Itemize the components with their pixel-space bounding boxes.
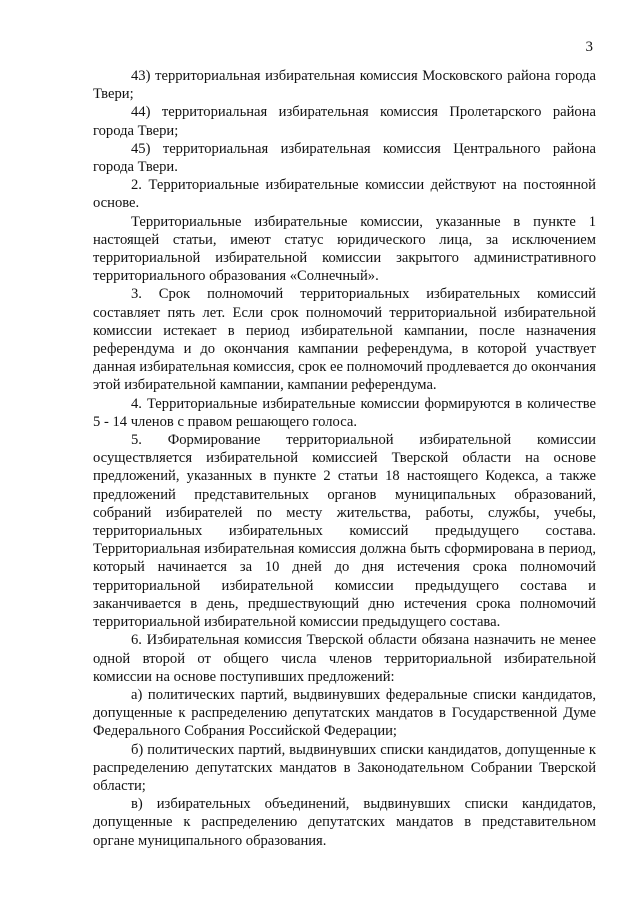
paragraph-item-44: 44) территориальная избирательная комиссия Пролетарского района города Твери; (93, 104, 596, 139)
paragraph-clause-3: 3. Срок полномочий территориальных избирательных комиссий составляет пять лет. Если срок полномочий территориальной избирательной комиссии истекает в период избирательной кампании, после назначения референдума и до окончания кампании референдума, в которой участвует данная избирательная комиссия, срок ее полномочий продлевается до окончания этой избирательной кампании, кампании референдума. (93, 286, 596, 394)
paragraph-item-43: 43) территориальная избирательная комиссия Московского района города Твери; (93, 68, 596, 103)
document-body (93, 67, 596, 850)
page-number: 3 (585, 39, 593, 55)
paragraph-clause-2-continued: Территориальные избирательные комиссии, указанные в пункте 1 настоящей статьи, имеют статус юридического лица, за исключением территориальной избирательной комиссии закрытого административного территориального образования «Солнечный». (93, 213, 596, 285)
paragraph-clause-5: 5. Формирование территориальной избирательной комиссии осуществляется избирательной комиссией Тверской области на основе предложений, указанных в пункте 2 статьи 18 настоящего Кодекса, а также предложений представительных органов муниципальных образований, собраний избирателей по месту жительства, работы, службы, учебы, территориальных избирательных комиссий предыдущего состава. Территориальная избирательная комиссия должна быть сформирована в период, который начинается за 10 дней до дня истечения срока полномочий территориальной избирательной комиссии предыдущего состава и заканчивается в день, предшествующий дню истечения срока полномочий территориальной избирательной комиссии предыдущего состава. (93, 432, 596, 631)
paragraph-item-45: 45) территориальная избирательная комиссия Центрального района города Твери. (93, 140, 596, 176)
paragraph-subclause-a: а) политических партий, выдвинувших федеральные списки кандидатов, допущенные к распределению депутатских мандатов в Государственной Думе Федерального Собрания Российской Федерации; (93, 686, 596, 740)
paragraph-clause-6: 6. Избирательная комиссия Тверской области обязана назначить не менее одной второй от общего числа членов территориальной избирательной комиссии на основе поступивших предложений: (93, 632, 596, 685)
paragraph-subclause-b: б) политических партий, выдвинувших списки кандидатов, допущенные к распределению депутатских мандатов в Законодательном Собрании Тверской области; (93, 741, 596, 794)
paragraph-clause-4: 4. Территориальные избирательные комиссии формируются в количестве 5 - 14 членов с правом решающего голоса. (93, 395, 596, 430)
paragraph-subclause-v: в) избирательных объединений, выдвинувших списки кандидатов, допущенные к распределению депутатских мандатов в представительном органе муниципального образования. (93, 796, 596, 849)
paragraph-clause-2: 2. Территориальные избирательные комиссии действуют на постоянной основе. (93, 177, 596, 212)
